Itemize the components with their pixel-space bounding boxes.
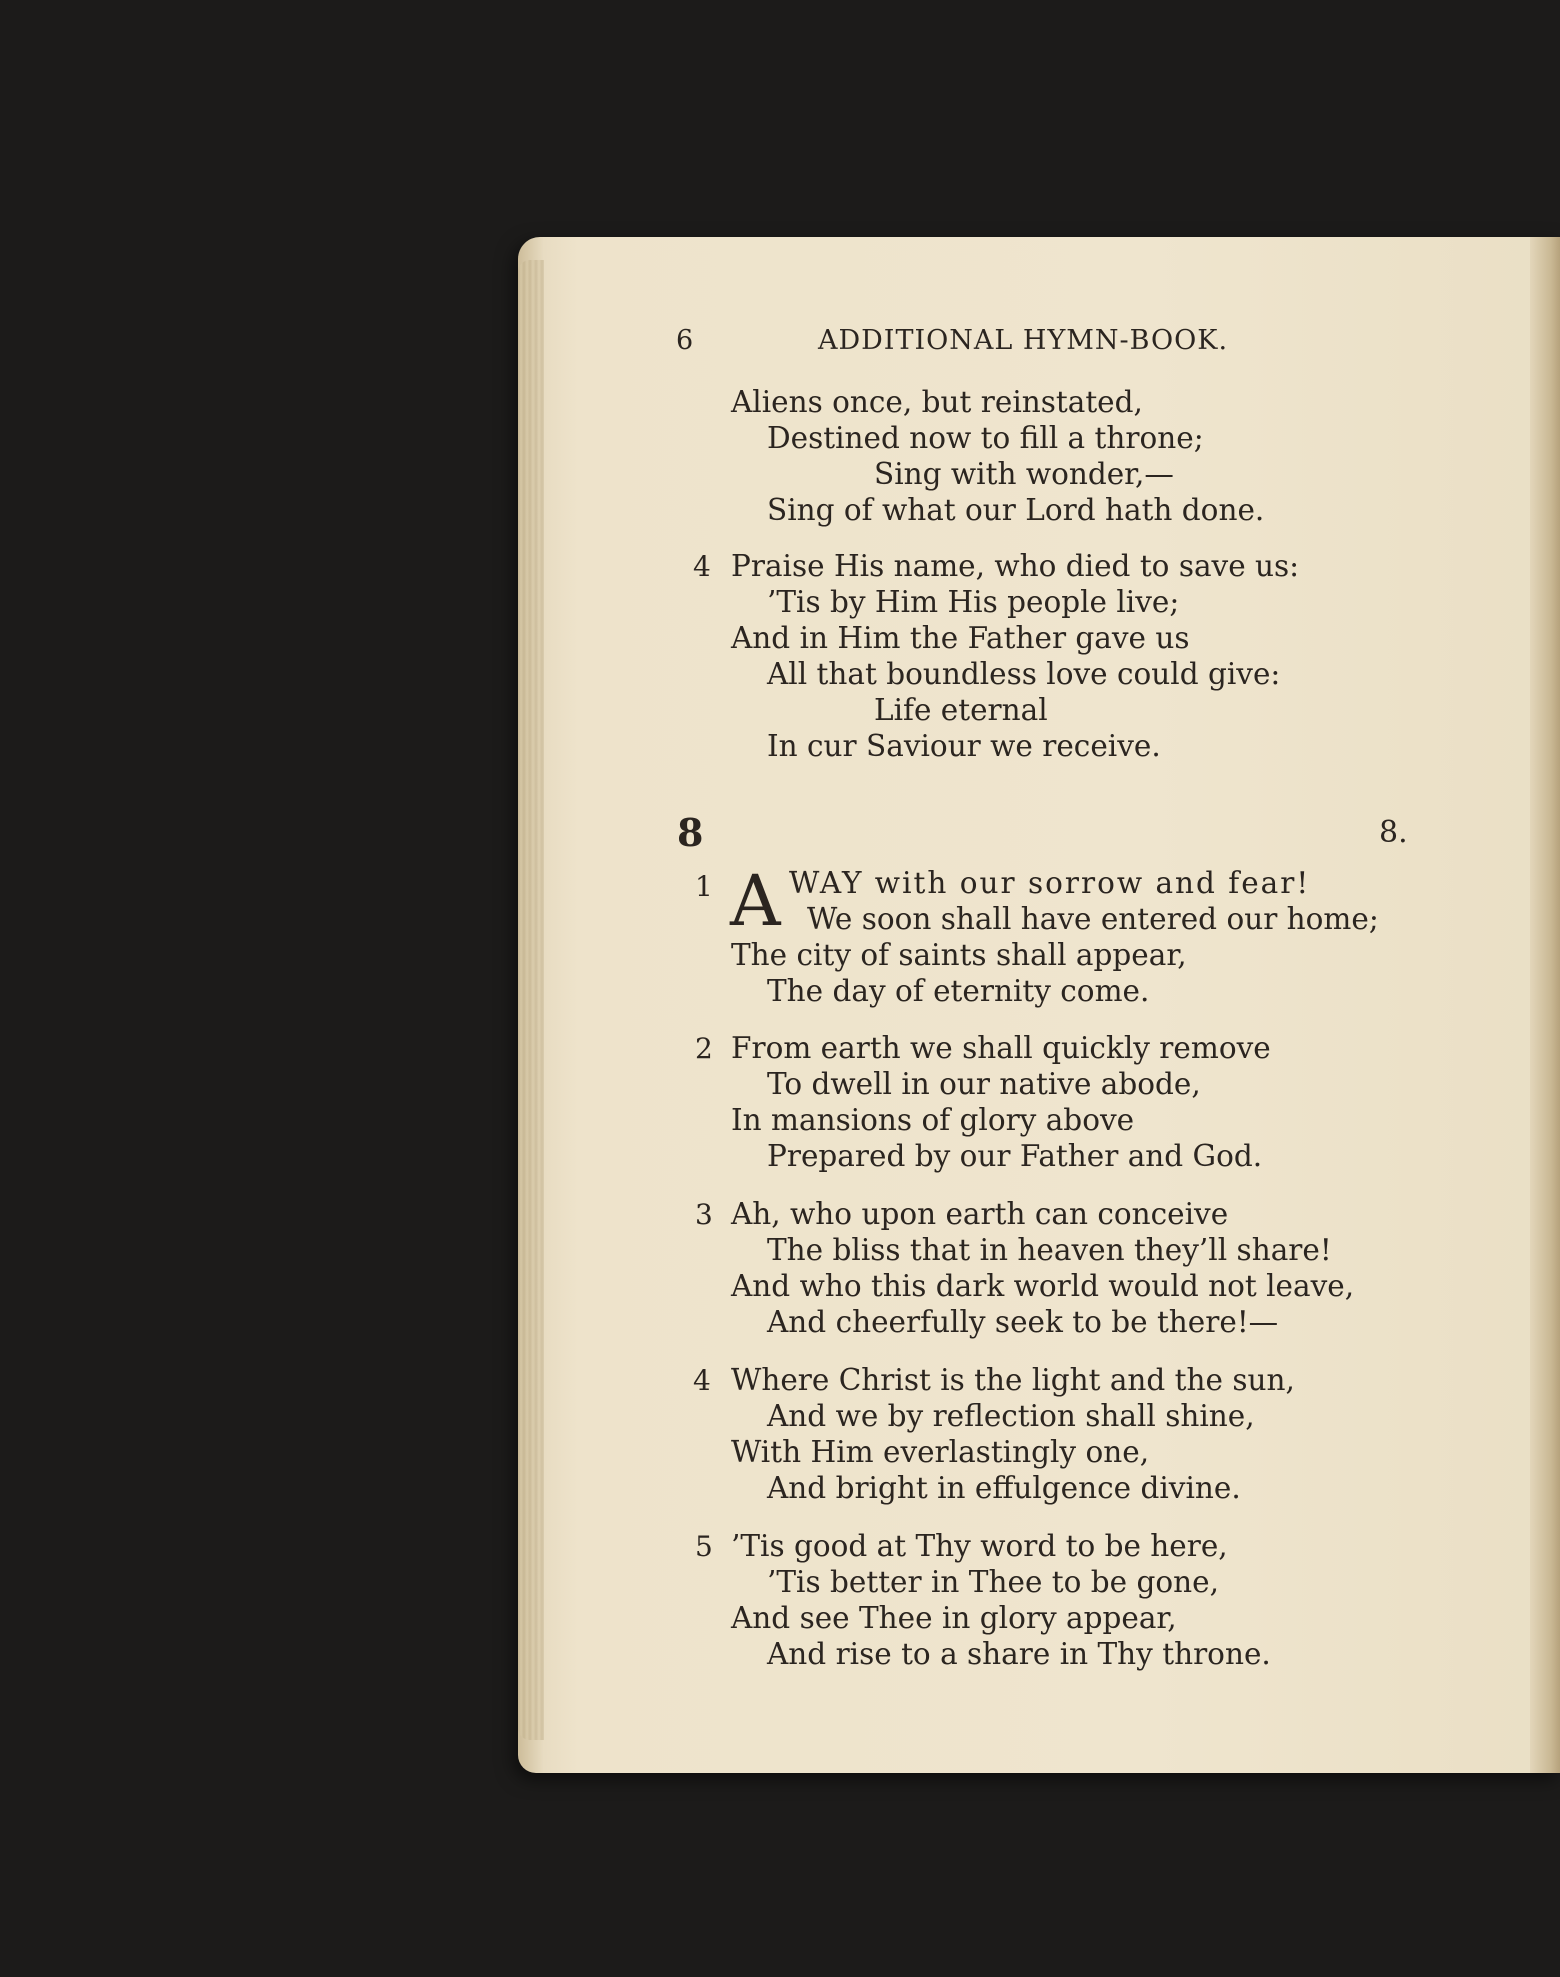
verse-number: 1 [695, 870, 713, 903]
hymn-line: And bright in effulgence divine. [767, 1471, 1241, 1505]
hymn-line: And in Him the Father gave us [731, 621, 1190, 655]
hymn-line: Destined now to fill a throne; [767, 421, 1204, 455]
hymn-line: And we by reflection shall shine, [767, 1399, 1255, 1433]
hymn-line: ’Tis good at Thy word to be here, [731, 1529, 1228, 1563]
hymn-line: The bliss that in heaven they’ll share! [767, 1233, 1332, 1267]
hymn-line: Sing with wonder,— [874, 457, 1174, 491]
hymn-line: And who this dark world would not leave, [731, 1269, 1355, 1303]
hymn-number: 8 [677, 810, 704, 855]
hymn-line: With Him everlastingly one, [731, 1435, 1150, 1469]
verse-number: 4 [693, 1364, 711, 1397]
hymn-line: The day of eternity come. [767, 974, 1150, 1008]
verse-number: 2 [695, 1032, 713, 1065]
page-edge [518, 260, 544, 1740]
hymn-line: And cheerfully seek to be there!— [767, 1305, 1279, 1339]
verse-number: 3 [695, 1198, 713, 1231]
hymn-meter: 8. [1379, 815, 1408, 850]
running-title: ADDITIONAL HYMN-BOOK. [818, 325, 1229, 356]
page-number: 6 [676, 325, 694, 356]
verse-number: 4 [693, 550, 711, 583]
hymn-line: We soon shall have entered our home; [807, 902, 1379, 936]
hymn-line: To dwell in our native abode, [767, 1067, 1201, 1101]
hymn-line: All that boundless love could give: [767, 657, 1281, 691]
hymn-line: And rise to a share in Thy throne. [767, 1637, 1271, 1671]
hymn-line: Aliens once, but reinstated, [731, 385, 1143, 419]
hymn-line: In mansions of glory above [731, 1103, 1135, 1137]
hymn-line: In cur Saviour we receive. [767, 729, 1161, 763]
drop-cap: A [730, 860, 781, 942]
hymn-line: Praise His name, who died to save us: [731, 549, 1300, 583]
hymn-line: Life eternal [874, 693, 1048, 727]
hymn-line: Where Christ is the light and the sun, [731, 1363, 1295, 1397]
hymn-line: Ah, who upon earth can conceive [731, 1197, 1229, 1231]
hymn-line: Prepared by our Father and God. [767, 1139, 1263, 1173]
hymn-line: ’Tis by Him His people live; [767, 585, 1180, 619]
hymn-line: WAY with our sorrow and fear! [789, 866, 1311, 900]
verse-number: 5 [695, 1530, 713, 1563]
hymn-line: Sing of what our Lord hath done. [767, 493, 1265, 527]
hymn-line: From earth we shall quickly remove [731, 1031, 1271, 1065]
hymn-line: ’Tis better in Thee to be gone, [767, 1565, 1219, 1599]
book-gutter [1530, 237, 1560, 1773]
hymn-line: The city of saints shall appear, [731, 938, 1187, 972]
hymn-line: And see Thee in glory appear, [731, 1601, 1177, 1635]
